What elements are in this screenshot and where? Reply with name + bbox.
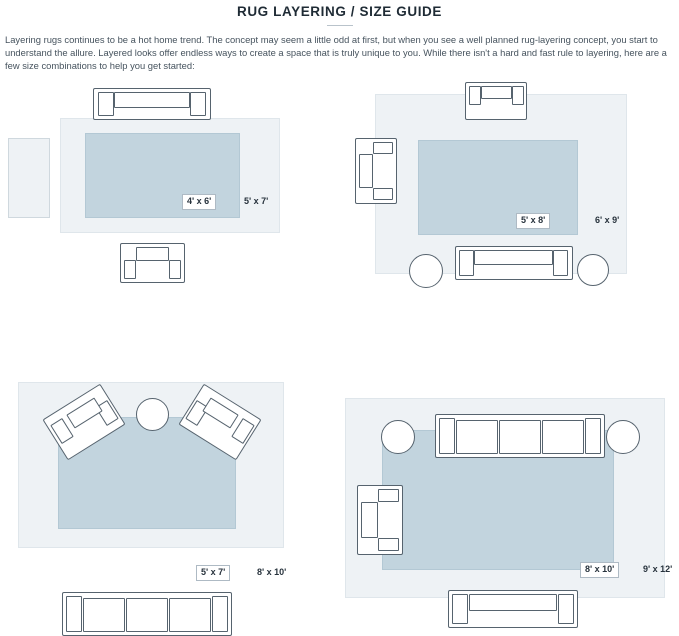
label-inner-rug-bottom-left: 5' x 7': [196, 565, 230, 581]
round-table-left: [409, 254, 443, 288]
inner-rug-top-left: [85, 133, 240, 218]
round-table-right: [577, 254, 609, 286]
label-outer-rug-bottom-right: 9' x 12': [643, 564, 673, 574]
title-divider: [327, 25, 353, 26]
diagrams-area: [0, 78, 679, 575]
label-outer-rug-top-right: 6' x 9': [595, 215, 620, 225]
round-table-top: [136, 398, 169, 431]
page-title: RUG LAYERING / SIZE GUIDE: [236, 4, 443, 19]
label-inner-rug-top-right: 5' x 8': [516, 213, 550, 229]
side-table-left: [8, 138, 50, 218]
round-table-right: [606, 420, 640, 454]
label-inner-rug-bottom-right: 8' x 10': [580, 562, 619, 578]
diagram-bottom-left: [0, 310, 300, 575]
diagram-bottom-right: [340, 310, 679, 575]
round-table-left: [381, 420, 415, 454]
diagram-top-right: [340, 78, 679, 318]
intro-paragraph: Layering rugs continues to be a hot home trend. The concept may seem a little odd at first, but when you see a well planned rug-layering concept, you start to understand the allure. Layered looks offer endless ways to create a space that is truly unique to you. While there isn't a hard and fast rule to layering, here are a few size combinations to help you get started:: [5, 34, 667, 72]
label-outer-rug-bottom-left: 8' x 10': [257, 567, 287, 577]
label-outer-rug-top-left: 5' x 7': [244, 196, 269, 206]
diagram-top-left: [0, 78, 300, 318]
inner-rug-top-right: [418, 140, 578, 235]
label-inner-rug-top-left: 4' x 6': [182, 194, 216, 210]
